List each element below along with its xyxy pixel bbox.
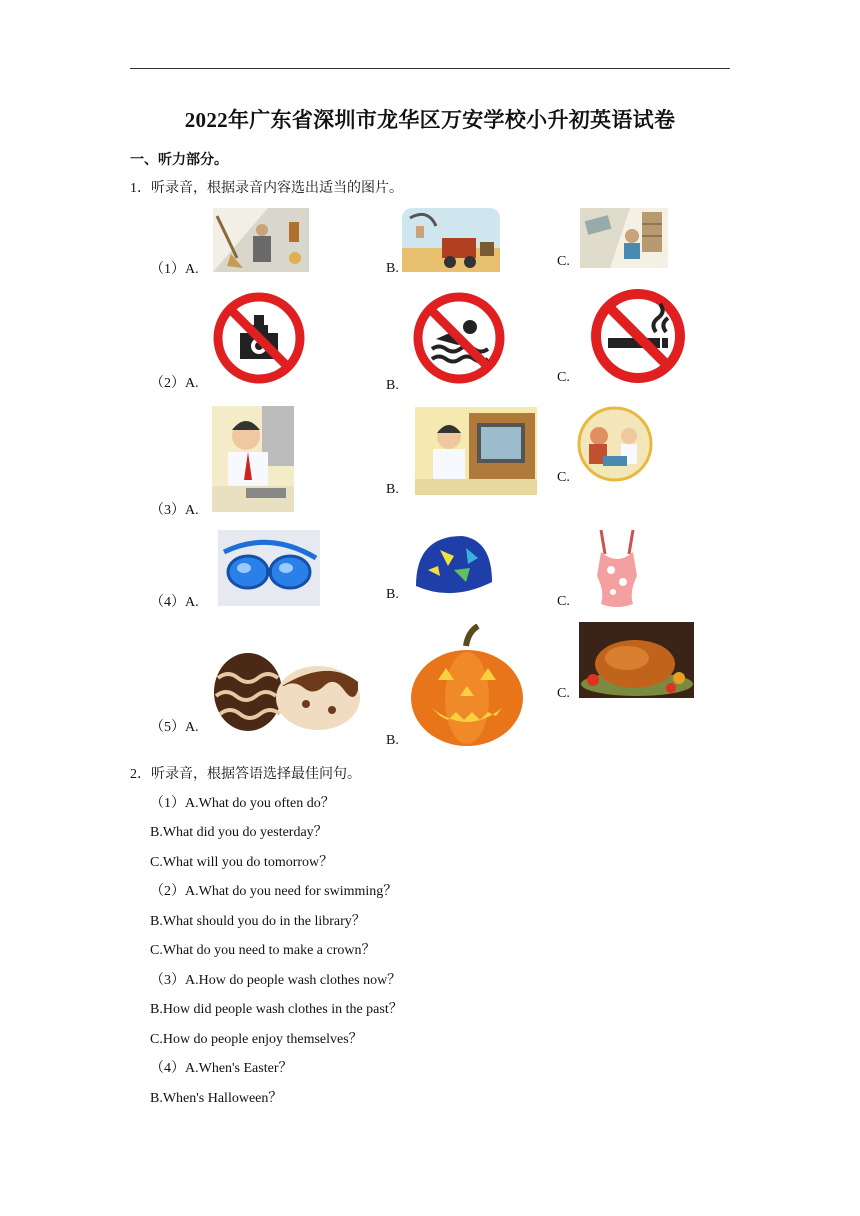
question-2-instruction: 2．听录音，根据答语选择最佳问句。 bbox=[130, 767, 361, 782]
q2-4-option-b: B.When's Halloween？ bbox=[150, 1091, 283, 1106]
q1-5-label-b: B. bbox=[386, 733, 399, 748]
q1-5-label-a: （5）A. bbox=[150, 720, 199, 735]
office-worker-picture bbox=[212, 406, 294, 512]
q1-4-label-c: C. bbox=[557, 594, 570, 609]
no-swimming-sign bbox=[412, 291, 506, 385]
q2-3-option-b: B.How did people wash clothes in the past？ bbox=[150, 1002, 403, 1017]
q1-3-label-b: B. bbox=[386, 482, 399, 497]
header-rule bbox=[130, 68, 730, 69]
easter-eggs-picture bbox=[212, 652, 362, 732]
cleaning-room-picture bbox=[213, 208, 309, 272]
q2-4-option-a: （4）A.When's Easter？ bbox=[150, 1061, 293, 1076]
no-photos-sign bbox=[212, 291, 306, 385]
pumpkin-lantern-picture bbox=[408, 624, 526, 748]
q2-2-option-c: C.What do you need to make a crown？ bbox=[150, 943, 376, 958]
swimming-goggles-picture bbox=[218, 530, 320, 606]
no-smoking-sign bbox=[588, 288, 688, 384]
shop-counter-picture bbox=[577, 406, 653, 482]
q1-2-label-a: （2）A. bbox=[150, 376, 199, 391]
q1-1-label-c: C. bbox=[557, 254, 570, 269]
swimsuit-picture bbox=[587, 530, 647, 608]
q1-1-label-b: B. bbox=[386, 261, 399, 276]
q2-2-option-a: （2）A.What do you need for swimming？ bbox=[150, 884, 398, 899]
q2-1-option-a: （1）A.What do you often do？ bbox=[150, 796, 335, 811]
question-1-instruction: 1．听录音，根据录音内容选出适当的图片。 bbox=[130, 181, 403, 196]
q2-2-option-b: B.What should you do in the library？ bbox=[150, 914, 366, 929]
q1-2-label-c: C. bbox=[557, 370, 570, 385]
roast-turkey-picture bbox=[579, 622, 694, 698]
q1-3-label-c: C. bbox=[557, 470, 570, 485]
q1-1-label-a: （1）A. bbox=[150, 262, 199, 277]
computer-desk-picture bbox=[415, 407, 537, 495]
q2-3-option-a: （3）A.How do people wash clothes now？ bbox=[150, 973, 402, 988]
page-title: 2022年广东省深圳市龙华区万安学校小升初英语试卷 bbox=[184, 108, 676, 132]
q1-2-label-b: B. bbox=[386, 378, 399, 393]
q1-4-label-b: B. bbox=[386, 587, 399, 602]
q1-4-label-a: （4）A. bbox=[150, 595, 199, 610]
q1-5-label-c: C. bbox=[557, 686, 570, 701]
reading-room-picture bbox=[580, 208, 668, 268]
q2-1-option-b: B.What did you do yesterday？ bbox=[150, 825, 328, 840]
section-heading: 一、听力部分。 bbox=[130, 153, 228, 168]
q1-3-label-a: （3）A. bbox=[150, 503, 199, 518]
q2-1-option-c: C.What will you do tomorrow？ bbox=[150, 855, 334, 870]
harvest-picture bbox=[402, 208, 500, 272]
swimming-cap-picture bbox=[410, 530, 494, 602]
q2-3-option-c: C.How do people enjoy themselves？ bbox=[150, 1032, 363, 1047]
